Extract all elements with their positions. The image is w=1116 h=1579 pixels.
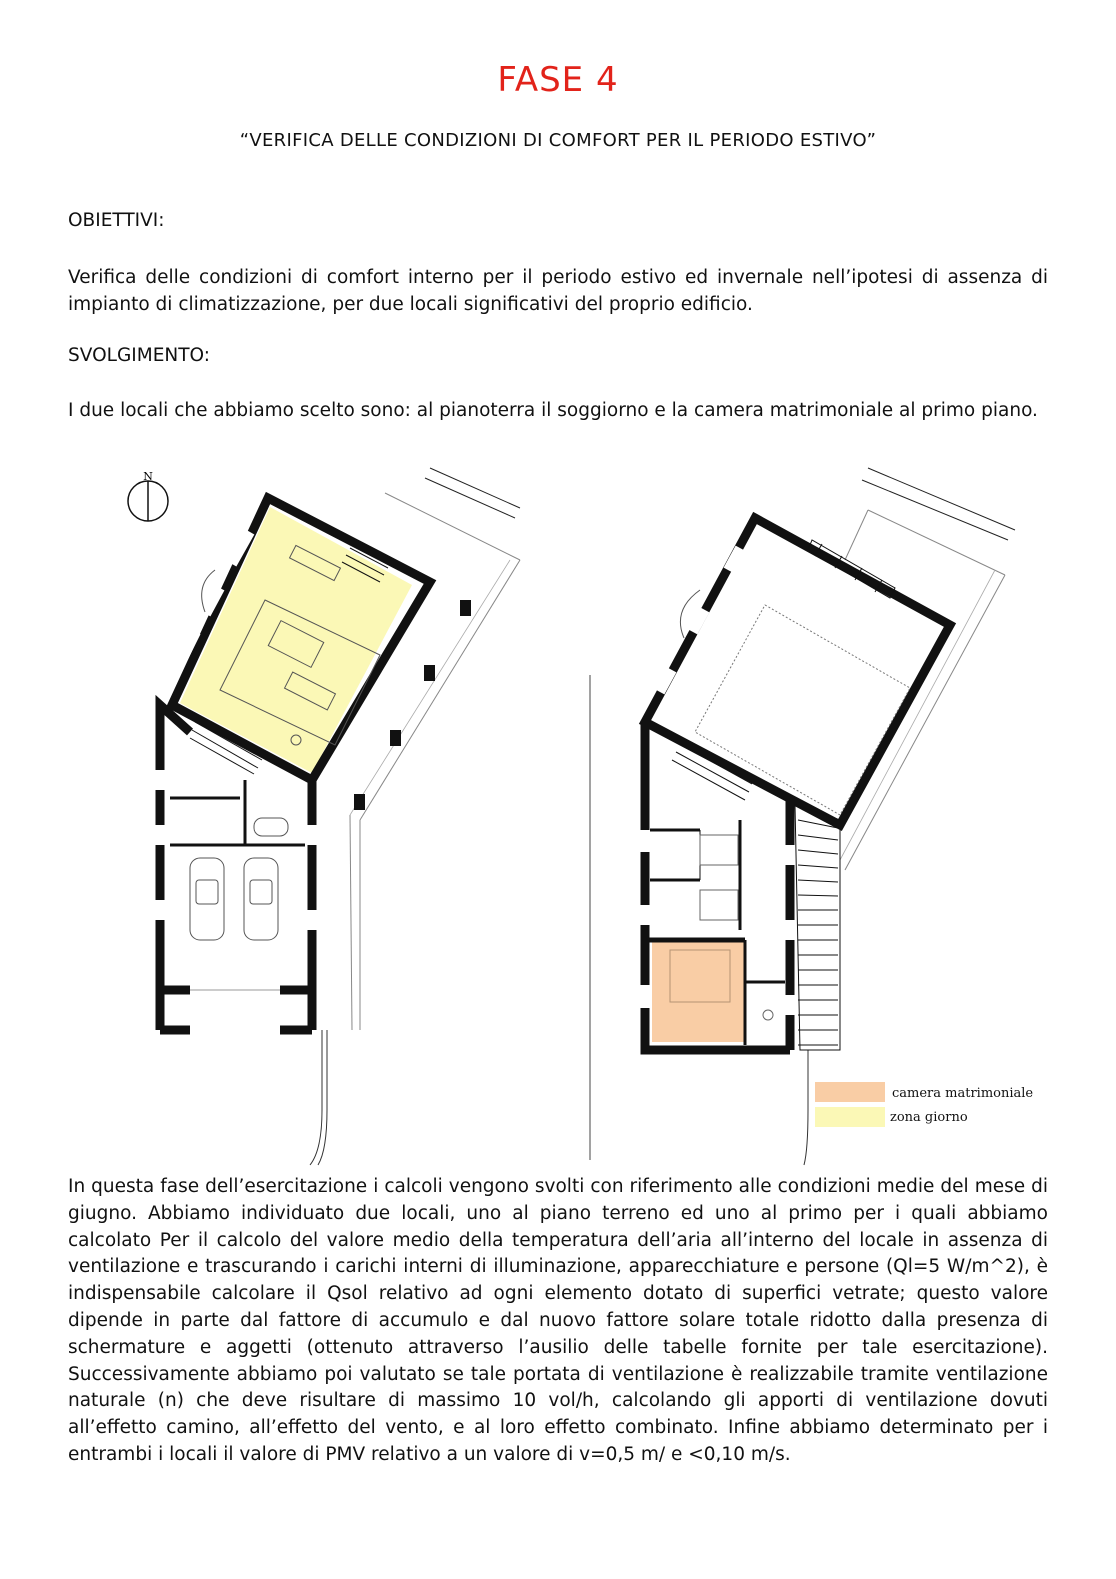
car-icon — [190, 858, 224, 940]
page-subtitle: “VERIFICA DELLE CONDIZIONI DI COMFORT PER IL PERIODO ESTIVO” — [239, 130, 877, 151]
legend-label-camera-matrimoniale: camera matrimoniale — [892, 1086, 1034, 1101]
legend-label-zona-giorno: zona giorno — [890, 1110, 968, 1125]
body-paragraph: In questa fase dell’esercitazione i calcoli vengono svolti con riferimento alle condizioni medie del mese di giugno. Abbiamo individuato due locali, uno al piano terreno ed uno al primo per i quali abbiamo calcolato Per il calcolo del valore medio della temperatura dell’aria all’interno del locale in assenza di ventilazione e trascurando i carichi interni di illuminazione, apparecchiature e persone (Ql=5 W/m^2), è indispensabile calcolare il Qsol relativo ad ogni elemento dotato di superfici vetrate; questo valore dipende in parte dal fattore di accumulo e dal nuovo fattore solare totale ridotto dalla presenza di schermature e aggetti (ottenuto attraverso l’ausilio delle tabelle fornite per tale esercitazione). Successivamente abbiamo poi valutato se tale portata di ventilazione è realizzabile tramite ventilazione naturale (n) che deve risultare di massimo 10 vol/h, calcolando gli apporti di ventilazione dovuti all’effetto camino, all’effetto del vento, e al loro effetto combinato. Infine abbiamo determinato per i entrambi i locali il valore di PMV relativo a un valore di v=0,5 m/ e <0,10 m/s. — [68, 1176, 1048, 1465]
north-arrow-icon — [128, 470, 168, 521]
objectives-heading: OBIETTIVI: — [68, 210, 165, 231]
car-icon — [244, 858, 278, 940]
north-label: N — [143, 470, 153, 483]
ground-floor-plan — [160, 468, 520, 1165]
development-text: I due locali che abbiamo scelto sono: al pianoterra il soggiorno e la camera matrimoniale al primo piano. — [68, 400, 1038, 421]
objectives-text: Verifica delle condizioni di comfort interno per il periodo estivo ed invernale nell’ipotesi di assenza di impianto di climatizzazione, per due locali significativi del proprio edificio. — [68, 267, 1048, 315]
development-heading: SVOLGIMENTO: — [68, 345, 210, 366]
legend-swatch-zona-giorno — [815, 1107, 885, 1127]
floor-plans-drawing — [0, 460, 1116, 1170]
first-floor-plan — [645, 468, 1015, 1165]
legend — [815, 1082, 1033, 1127]
legend-swatch-camera-matrimoniale — [815, 1082, 885, 1102]
page-title: FASE 4 — [497, 60, 619, 100]
